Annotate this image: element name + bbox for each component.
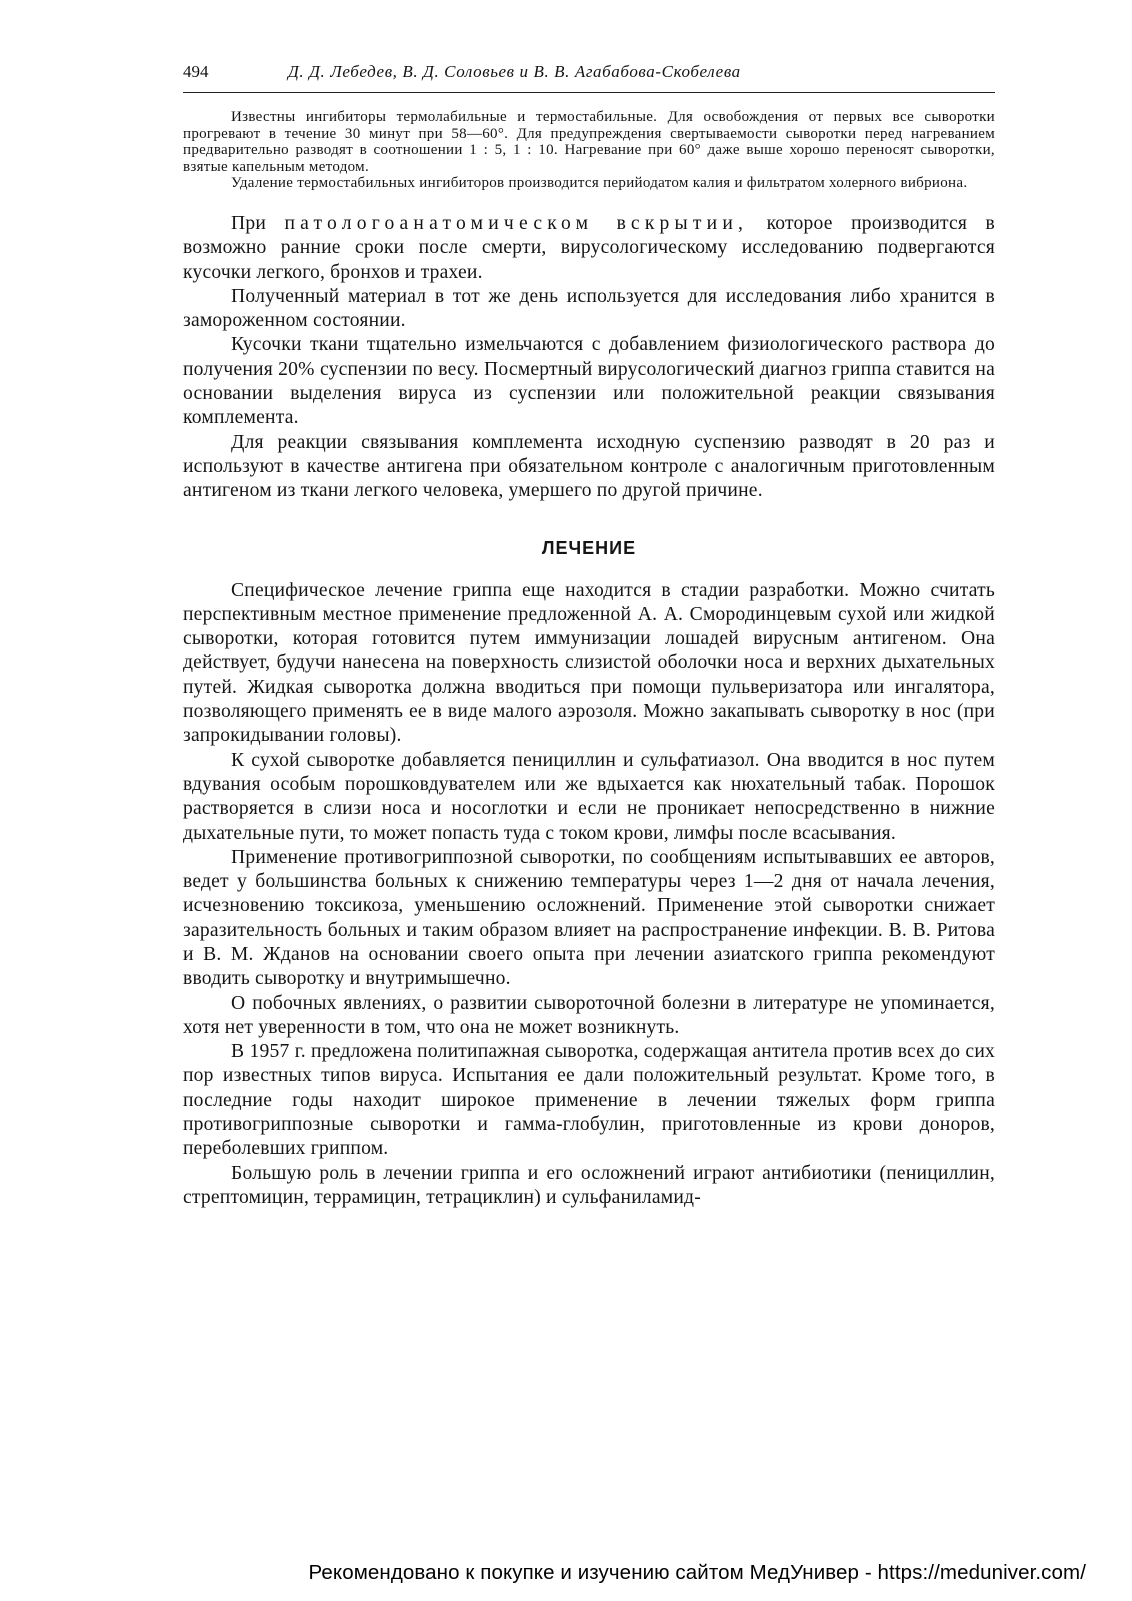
- autopsy-spaced-term: патологоанатомическом вскрытии,: [284, 212, 749, 234]
- book-page: [183, 62, 995, 1210]
- body-paragraph: Большую роль в лечении гриппа и его осложнений играют антибиотики (пенициллин, стрептомицин, террамицин, тетрациклин) и сульфаниламид-: [183, 1162, 995, 1208]
- body-paragraph: Полученный материал в тот же день используется для исследования либо хранится в замороженном состоянии.: [183, 285, 995, 332]
- small-print-paragraph: Удаление термостабильных ингибиторов производится перийодатом калия и фильтратом холерного вибриона.: [231, 175, 968, 192]
- page-number: 494: [183, 62, 209, 81]
- header-authors: Д. Д. Лебедев, В. Д. Соловьев и В. В. Агабабова-Скобелева: [288, 62, 741, 81]
- small-print-paragraph: Известны ингибиторы термолабильные и термостабильные. Для освобождения от первых все сыворотки прогревают в течение 30 минут при 58—60°. Для предупреждения свертываемости сыворотки перед нагреванием предварительно разводят в соотношении 1 : 5, 1 : 10. Нагревание при 60° даже выше хорошо переносят сыворотки, взятые капельным методом.: [183, 109, 995, 175]
- section-heading: ЛЕЧЕНИЕ: [541, 537, 637, 558]
- main-text-lower: [183, 579, 995, 1211]
- body-paragraph: Для реакции связывания комплемента исходную суспензию разводят в 20 раз и используют в качестве антигена при обязательном контроле с аналогичным приготовленным антигеном из ткани легкого человека, умершего по другой причине.: [183, 431, 995, 502]
- autopsy-lead: При: [231, 212, 267, 234]
- body-paragraph: К сухой сыворотке добавляется пенициллин и сульфатиазол. Она вводится в нос путем вдувания особым порошковдувателем или же вдыхается как нюхательный табак. Порошок растворяется в слизи носа и носоглотки и если не проникает непосредственно в нижние дыхательные пути, то может попасть туда с током крови, лимфы после всасывания.: [183, 749, 995, 844]
- body-paragraph: Применение противогриппозной сыворотки, по сообщениям испытывавших ее авторов, ведет у большинства больных к снижению температуры через 1—2 дня от начала лечения, исчезновению токсикоза, уменьшению осложнений. Применение этой сыворотки снижает заразительность больных и таким образом влияет на распространение инфекции. В. В. Ритова и В. М. Жданов на основании своего опыта при лечении азиатского гриппа рекомендуют вводить сыворотку и внутримышечно.: [183, 846, 995, 990]
- body-paragraph: В 1957 г. предложена политипажная сыворотка, содержащая антитела против всех до сих пор известных типов вируса. Испытания ее дали положительный результат. Кроме того, в последние годы находит широкое применение в лечении тяжелых форм гриппа противогриппозные сыворотки и гамма-глобулин, приготовленные из крови доноров, переболевших гриппом.: [183, 1041, 995, 1160]
- autopsy-paragraph: [183, 212, 995, 285]
- body-paragraph: Специфическое лечение гриппа еще находится в стадии разработки. Можно считать перспективным местное применение предложенной А. А. Смородинцевым сухой или жидкой сыворотки, которая готовится путем иммунизации лошадей вирусным антигеном. Она действует, будучи нанесена на поверхность слизистой оболочки носа и верхних дыхательных путей. Жидкая сыворотка должна вводиться при помощи пульверизатора или ингалятора, позволяющего применять ее в виде малого аэрозоля. Можно закапывать сыворотку в нос (при запрокидывании головы).: [183, 579, 995, 747]
- running-head: [183, 62, 995, 93]
- main-text-upper: [183, 212, 995, 504]
- autopsy-rest: которое производится в возможно ранние сроки после смерти, вирусологическому исследованию подвергаются кусочки легкого, бронхов и трахеи.: [183, 212, 995, 283]
- small-print-block: [183, 109, 995, 192]
- body-paragraph: Кусочки ткани тщательно измельчаются с добавлением физиологического раствора до получения 20% суспензии по весу. Посмертный вирусологический диагноз гриппа ставится на основании выделения вируса из суспензии или положительной реакции связывания комплемента.: [183, 334, 995, 429]
- body-paragraph: О побочных явлениях, о развитии сывороточной болезни в литературе не упоминается, хотя нет уверенности в том, что она не может возникнуть.: [183, 992, 995, 1038]
- footer-link-text: Рекомендовано к покупке и изучению сайтом МедУнивер - https://meduniver.com/: [308, 1561, 1086, 1584]
